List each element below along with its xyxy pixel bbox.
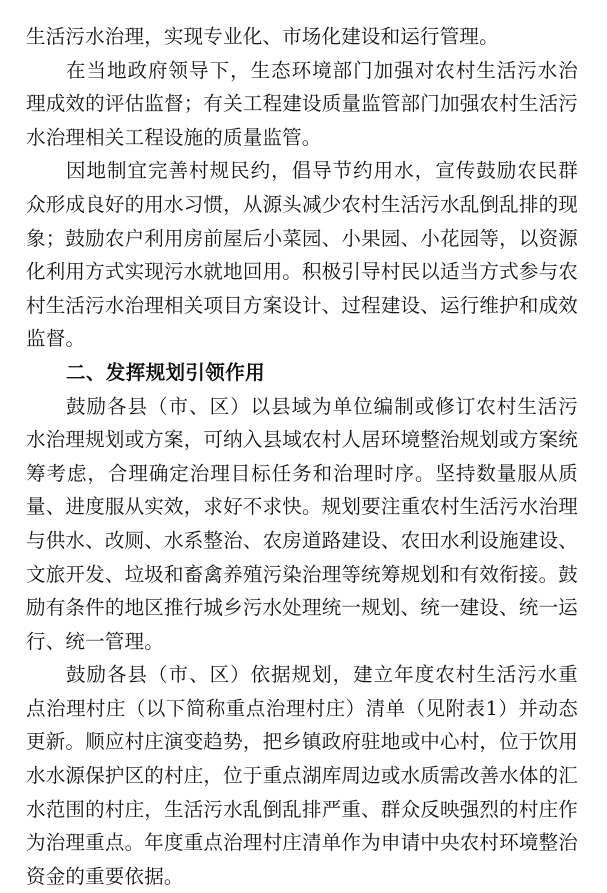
paragraph-supervision: 在当地政府领导下，生态环境部门加强对农村生活污水治理成效的评估监督；有关工程建设质量监管部门加强农村生活污水治理相关工程设施的质量监管。 bbox=[26, 58, 578, 149]
paragraph-village-rules: 因地制宜完善村规民约，倡导节约用水，宣传鼓励农民群众形成良好的用水习惯，从源头减少农村生活污水乱倒乱排的现象；鼓励农户利用房前屋后小菜园、小果园、小花园等，以资源化利用方式实现污水就地回用。积极引导村民以适当方式参与农村生活污水治理相关项目方案设计、过程建设、运行维护和成效监督。 bbox=[26, 159, 578, 351]
paragraph-planning: 鼓励各县（市、区）以县域为单位编制或修订农村生活污水治理规划或方案，可纳入县域农村人居环境整治规划或方案统筹考虑，合理确定治理目标任务和治理时序。坚持数量服从质量、进度服从实效，求好不求快。规划要注重农村生活污水治理与供水、改厕、水系整治、农房道路建设、农田水利设施建设、文旅开发、垃圾和畜禽养殖污染治理等统筹规划和有效衔接。鼓励有条件的地区推行城乡污水处理统一规划、统一建设、统一运行、统一管理。 bbox=[26, 394, 578, 653]
document-page bbox=[26, 0, 578, 893]
paragraph-continuation: 生活污水治理，实现专业化、市场化建设和运行管理。 bbox=[26, 25, 499, 48]
paragraph-key-villages: 鼓励各县（市、区）依据规划，建立年度农村生活污水重点治理村庄（以下简称重点治理村庄）清单（见附表1）并动态更新。顺应村庄演变趋势，把乡镇政府驻地或中心村，位于饮用水水源保护区的村庄，位于重点湖库周边或水质需改善水体的汇水范围的村庄，生活污水乱倒乱排严重、群众反映强烈的村庄作为治理重点。年度重点治理村庄清单作为申请中央农村环境整治资金的重要依据。 bbox=[26, 663, 578, 888]
section-heading: 二、发挥规划引领作用 bbox=[66, 360, 266, 384]
